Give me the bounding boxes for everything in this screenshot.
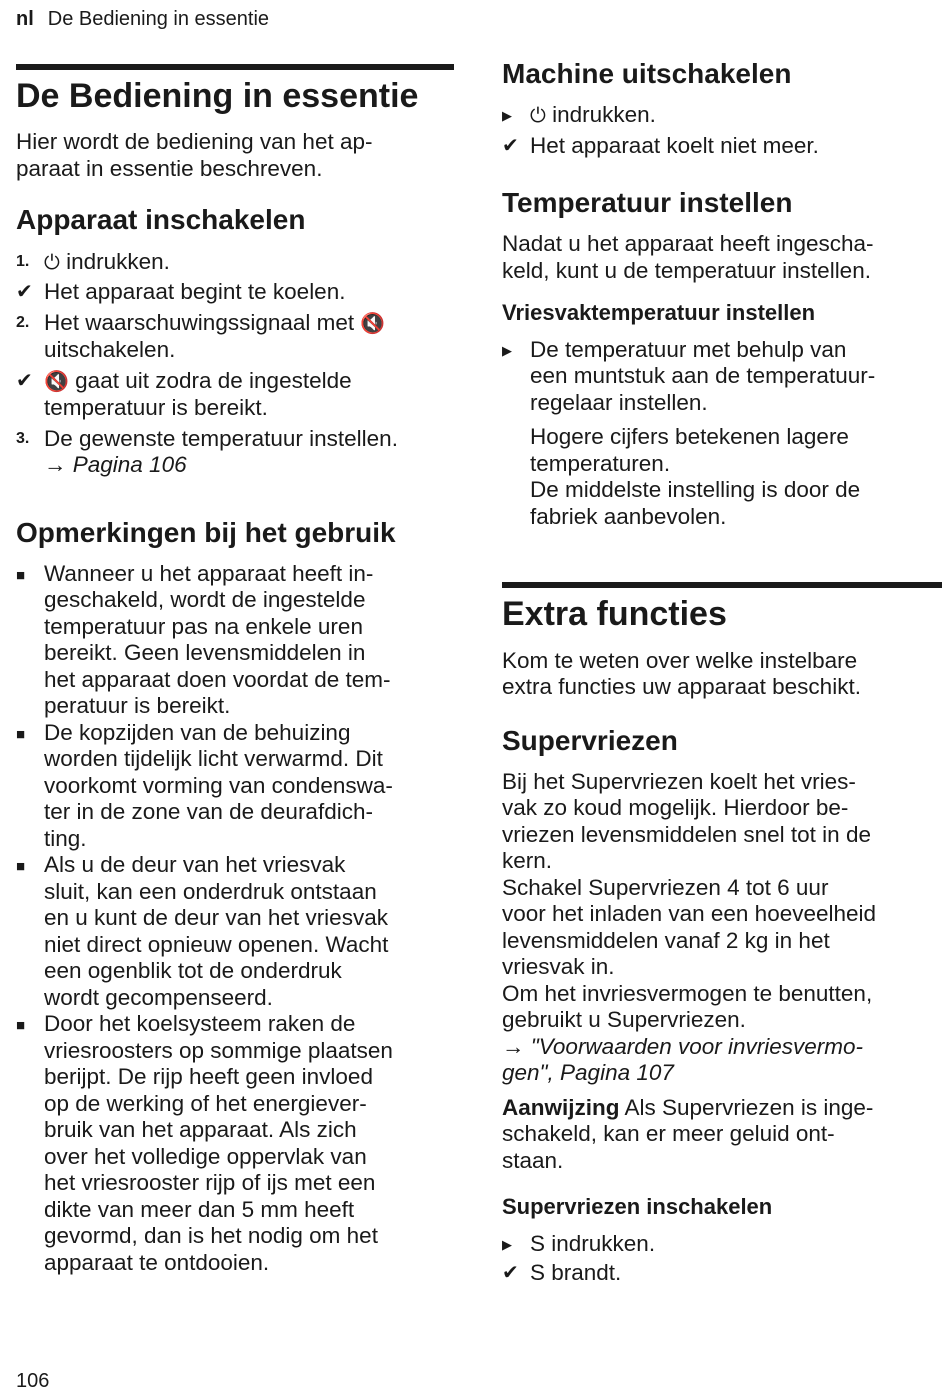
step-2: 2. Het waarschuwingssignaal met 🔇 uitschakelen.	[16, 309, 386, 363]
square-bullet-icon: ■	[16, 566, 26, 584]
section-rule	[502, 582, 942, 588]
check-icon: ✔	[16, 281, 33, 304]
alarm-off-icon: 🔇	[360, 312, 386, 335]
main-heading: De Bediening in essentie	[16, 77, 419, 115]
step-1: 1. ⏻ indrukken.	[16, 249, 454, 277]
square-bullet-icon: ■	[16, 1017, 26, 1035]
check-icon: ✔	[502, 134, 519, 157]
supervriezen-body: Bij het Supervriezen koelt het vries- vak zo koud mogelijk. Hierdoor be- vriezen levensmiddelen snel tot in de kern. Schakel Supervriezen 4 tot 6 uur voor het inladen van een hoeveelheid levensmiddelen vanaf 2 kg in het vriesvak in. Om het invriesvermogen te benutten, gebruikt u Supervriezen. → "Voorwaarden voor invriesvermo- gen", Pagina 107	[502, 768, 877, 1086]
machine-step: ▶ ⏻ indrukken.	[502, 102, 942, 130]
heading-temperatuur-instellen: Temperatuur instellen	[502, 187, 793, 219]
square-bullet-icon: ■	[16, 725, 26, 743]
page-reference: → Pagina 106	[44, 452, 187, 478]
note-bullet-1: ■ Wanneer u het apparaat heeft in- geschakeld, wordt de ingestelde temperatuur pas na enkele uren bereikt. Geen levensmiddelen in het apparaat doen voordat de tem- peratuur is bereikt.	[16, 560, 391, 719]
left-column	[16, 0, 454, 1276]
supervriezen-step: ▶ S indrukken.	[502, 1231, 942, 1258]
check-icon: ✔	[502, 1262, 519, 1285]
section-rule	[16, 64, 454, 70]
note-bullet-4: ■ Door het koelsysteem raken de vriesroosters op sommige plaatsen berijpt. De rijp heeft geen invloed op de werking of het energiever- bruik van het apparaat. Als zich over het volledige oppervlak van het vriesrooster rijp of ijs met een dikte van meer dan 5 mm heeft gevormd, dan is het nodig om het apparaat te ontdooien.	[16, 1011, 393, 1275]
heading-extra-functies: Extra functies	[502, 595, 727, 634]
triangle-bullet-icon: ▶	[502, 342, 512, 358]
power-icon: ⏻	[44, 251, 60, 274]
temp-intro: Nadat u het apparaat heeft ingescha- keld, kunt u de temperatuur instellen.	[502, 231, 874, 283]
square-bullet-icon: ■	[16, 858, 26, 876]
intro-paragraph: Hier wordt de bediening van het ap- paraat in essentie beschreven.	[16, 129, 373, 181]
hint-label: Aanwijzing	[502, 1094, 620, 1120]
page-number: 106	[16, 1370, 50, 1392]
temp-note: Hogere cijfers betekenen lagere temperaturen. De middelste instelling is door de fabriek aanbevolen.	[530, 424, 861, 529]
heading-opmerkingen: Opmerkingen bij het gebruik	[16, 516, 396, 548]
header-title: De Bediening in essentie	[47, 8, 270, 30]
hint-paragraph: Aanwijzing Als Supervriezen is inge- schakeld, kan er meer geluid ont- staan.	[502, 1094, 874, 1173]
note-bullet-3: ■ Als u de deur van het vriesvak sluit, kan een onderdruk ontstaan en u kunt de deur van het vriesvak niet direct opnieuw openen. Wacht een ogenblik tot de onderdruk wordt gecompenseerd.	[16, 852, 389, 1010]
right-column	[502, 0, 942, 1287]
temp-step: ▶ De temperatuur met behulp van een muntstuk aan de temperatuur- regelaar instellen.	[502, 336, 876, 415]
step-3: 3. De gewenste temperatuur instellen. → Pagina 106	[16, 425, 398, 478]
page-reference: → "Voorwaarden voor invriesvermo-	[502, 1033, 864, 1059]
alarm-off-icon: 🔇	[44, 370, 69, 393]
result-2: ✔ 🔇 gaat uit zodra de ingestelde temperatuur is bereikt.	[16, 367, 352, 421]
heading-machine-uitschakelen: Machine uitschakelen	[502, 58, 792, 89]
power-icon: ⏻	[530, 105, 546, 128]
extra-intro: Kom te weten over welke instelbare extra functies uw apparaat beschikt.	[502, 647, 861, 700]
heading-apparaat-inschakelen: Apparaat inschakelen	[16, 204, 306, 236]
triangle-bullet-icon: ▶	[502, 1236, 512, 1252]
note-bullet-2: ■ De kopzijden van de behuizing worden tijdelijk licht verwarmd. Dit voorkomt vorming van condenswa- ter in de zone van de deurafdich- ting.	[16, 719, 393, 851]
supervriezen-result: ✔ S brandt.	[502, 1260, 622, 1286]
heading-supervriezen-inschakelen: Supervriezen inschakelen	[502, 1194, 773, 1220]
heading-vriesvaktemperatuur: Vriesvaktemperatuur instellen	[502, 300, 816, 326]
result-1: ✔ Het apparaat begint te koelen.	[16, 279, 346, 305]
machine-result: ✔ Het apparaat koelt niet meer.	[502, 132, 819, 158]
heading-supervriezen: Supervriezen	[502, 724, 678, 756]
check-icon: ✔	[16, 369, 33, 392]
triangle-bullet-icon: ▶	[502, 108, 512, 124]
language-code: nl	[16, 8, 34, 30]
